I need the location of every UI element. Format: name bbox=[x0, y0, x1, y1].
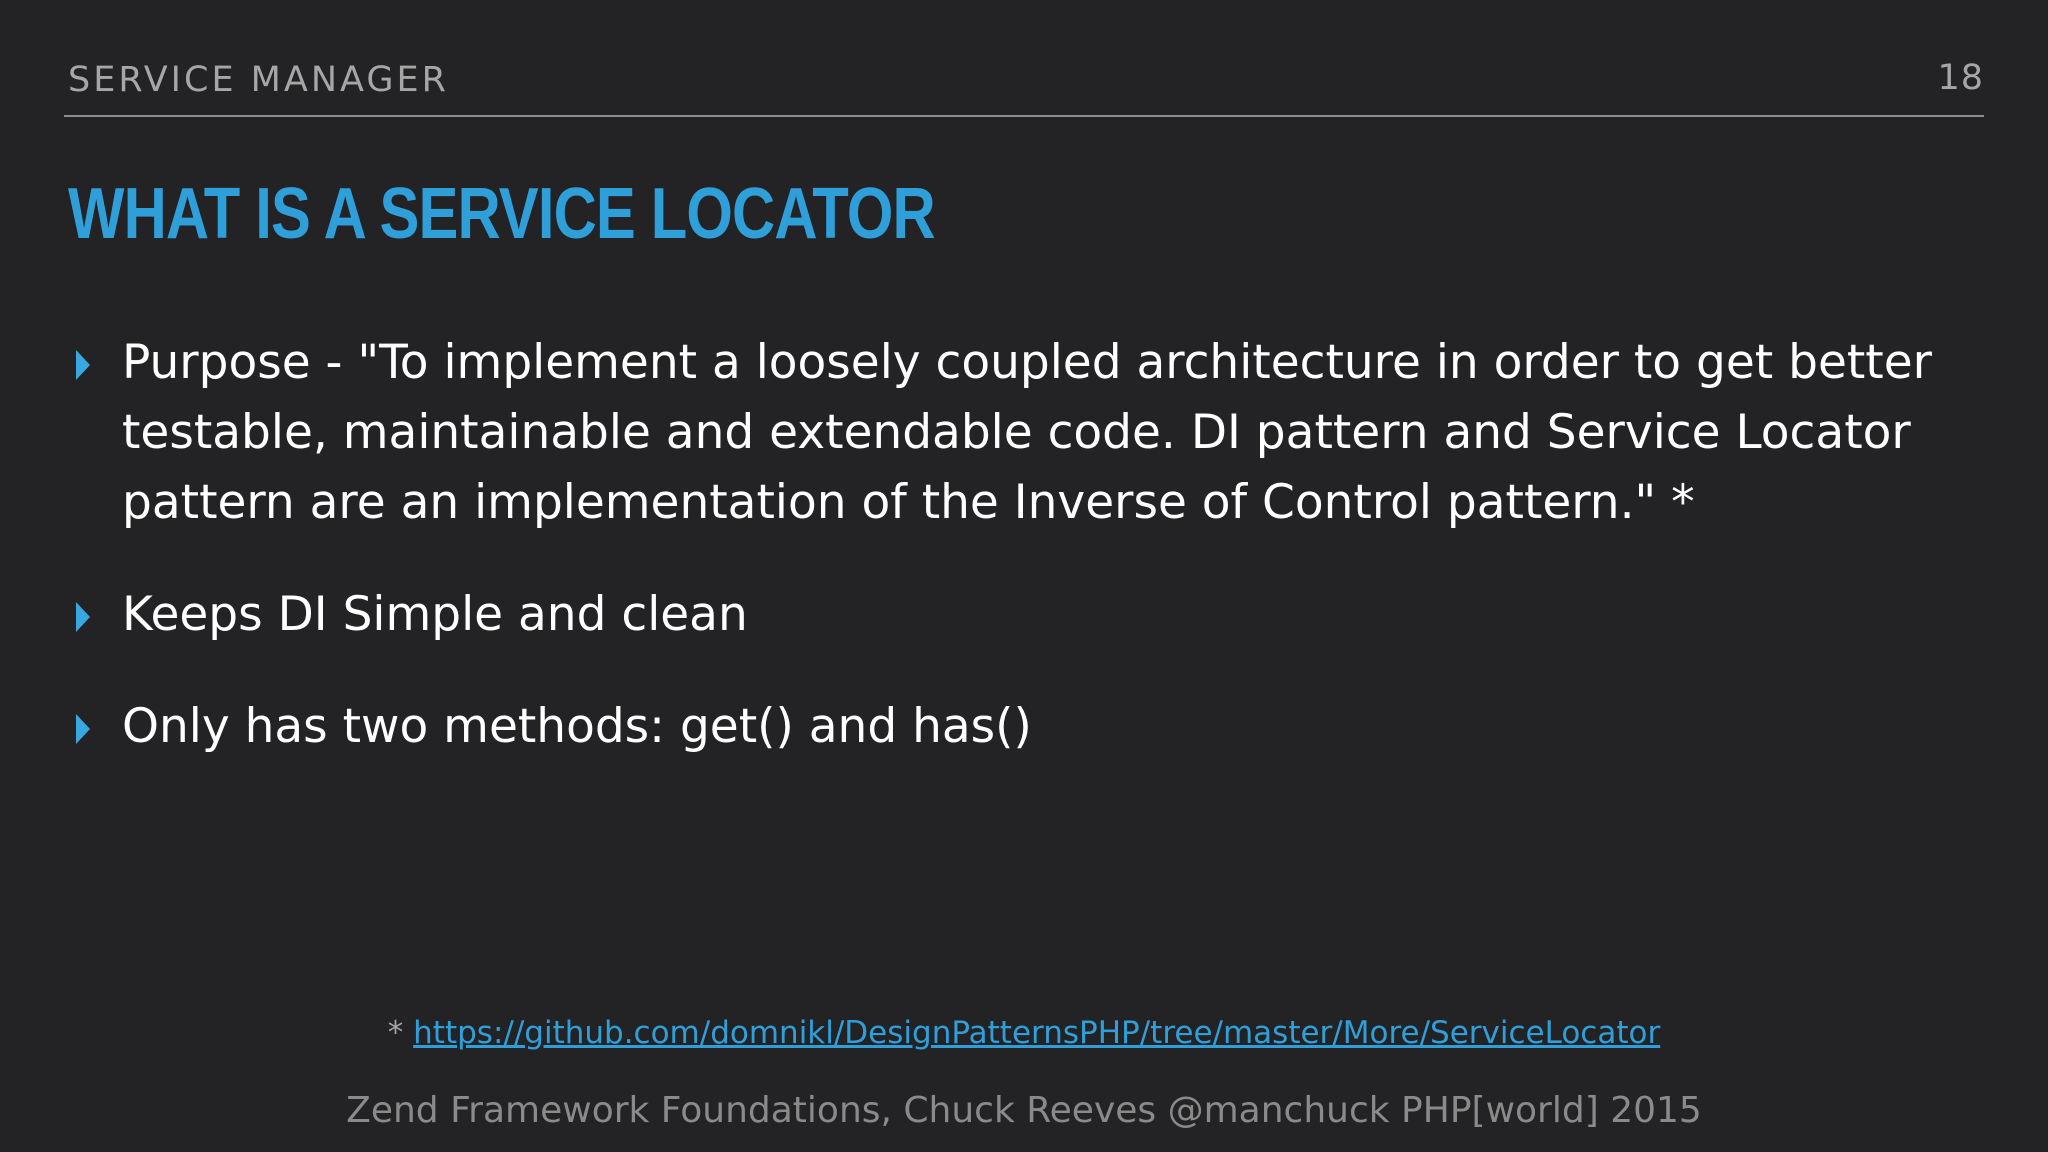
slide-number: 18 bbox=[1937, 58, 1984, 98]
footer-credit: Zend Framework Foundations, Chuck Reeves @manchuck PHP[world] 2015 bbox=[346, 1090, 1702, 1131]
header-divider bbox=[64, 115, 1984, 117]
bullet-text: Purpose - "To implement a loosely coupled architecture in order to get better testable, maintainable and extendable code. DI pattern and Service Locator pattern are an implementation of the Inverse of Control pattern." * bbox=[122, 335, 1932, 530]
bullet-list bbox=[70, 328, 1950, 804]
footnote-link[interactable]: https://github.com/domnikl/DesignPatternsPHP/tree/master/More/ServiceLocator bbox=[413, 1015, 1661, 1051]
bullet-item-two-methods bbox=[70, 692, 1950, 762]
bullet-text: Keeps DI Simple and clean bbox=[122, 587, 748, 642]
footnote-marker: * bbox=[387, 1015, 414, 1051]
footnote bbox=[0, 1015, 2048, 1051]
bullet-triangle-icon bbox=[76, 350, 90, 380]
slide-heading: WHAT IS A SERVICE LOCATOR bbox=[68, 174, 935, 254]
bullet-item-keeps-di-simple bbox=[70, 580, 1950, 650]
bullet-item-purpose bbox=[70, 328, 1950, 538]
bullet-triangle-icon bbox=[76, 714, 90, 744]
bullet-text: Only has two methods: get() and has() bbox=[122, 699, 1032, 754]
section-title: SERVICE MANAGER bbox=[68, 60, 449, 100]
bullet-triangle-icon bbox=[76, 602, 90, 632]
